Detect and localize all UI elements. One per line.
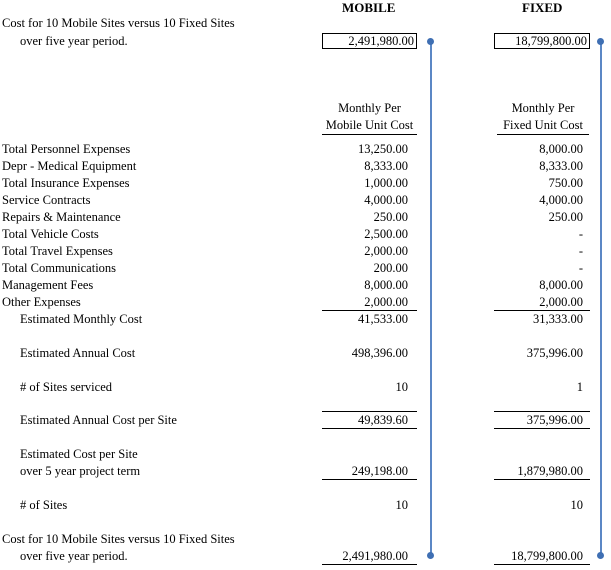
five-year-per-site-mobile: 249,198.00: [351, 464, 408, 478]
bottom-summary-label-line1: Cost for 10 Mobile Sites versus 10 Fixed Sites: [2, 532, 235, 546]
annual-cost-label: Estimated Annual Cost: [20, 346, 136, 360]
monthly-total-label: Estimated Monthly Cost: [20, 312, 143, 326]
expense-label: Repairs & Maintenance: [2, 210, 121, 224]
expense-fixed-value: -: [578, 261, 583, 275]
expense-mobile-value: 250.00: [373, 210, 408, 224]
expense-label: Other Expenses: [2, 295, 81, 309]
expense-label: Total Travel Expenses: [2, 244, 113, 258]
bottom-fixed-total: 18,799,800.00: [511, 549, 583, 563]
expense-fixed-value: 8,000.00: [539, 278, 583, 292]
annual-per-site-fixed-underline: [494, 428, 590, 429]
expense-fixed-value: -: [578, 227, 583, 241]
mobile-subheader-line2: Mobile Unit Cost: [325, 118, 414, 132]
annual-per-site-label: Estimated Annual Cost per Site: [20, 413, 177, 427]
fixed-subheader-underline: [497, 134, 589, 135]
mobile-sum-line: [322, 310, 417, 311]
expense-mobile-value: 1,000.00: [364, 176, 408, 190]
expense-label: Management Fees: [2, 278, 94, 292]
expense-mobile-value: 4,000.00: [364, 193, 408, 207]
expense-fixed-value: 2,000.00: [539, 295, 583, 309]
five-year-per-site-fixed: 1,879,980.00: [517, 464, 583, 478]
sites-serviced-label: # of Sites serviced: [20, 380, 112, 394]
expense-mobile-value: 8,000.00: [364, 278, 408, 292]
fixed-subheader-line2: Fixed Unit Cost: [503, 118, 583, 132]
expense-mobile-value: 2,000.00: [364, 295, 408, 309]
five-year-mobile-underline: [322, 479, 417, 480]
fixed-subheader-line1: Monthly Per: [511, 101, 575, 115]
mobile-column-header: MOBILE: [342, 0, 396, 15]
num-sites-fixed: 10: [570, 498, 583, 512]
mobile-connector-bottom-dot: [427, 552, 434, 559]
five-year-fixed-underline: [494, 479, 590, 480]
expense-label: Total Personnel Expenses: [2, 142, 131, 156]
expense-fixed-value: 750.00: [548, 176, 583, 190]
five-year-per-site-label-line1: Estimated Cost per Site: [20, 447, 138, 461]
mobile-connector-top-dot: [427, 38, 434, 45]
expense-fixed-value: 8,333.00: [539, 159, 583, 173]
expense-mobile-value: 2,000.00: [364, 244, 408, 258]
expense-fixed-value: -: [578, 244, 583, 258]
top-summary-label-line1: Cost for 10 Mobile Sites versus 10 Fixed Sites: [2, 16, 235, 30]
annual-per-site-mobile: 49,839.60: [358, 413, 408, 427]
fixed-column-header: FIXED: [522, 0, 563, 15]
annual-cost-mobile: 498,396.00: [351, 346, 408, 360]
expense-fixed-value: 8,000.00: [539, 142, 583, 156]
bottom-summary-label-line2: over five year period.: [20, 549, 128, 563]
annual-per-site-fixed-overline: [494, 411, 590, 412]
annual-cost-fixed: 375,996.00: [526, 346, 583, 360]
bottom-mobile-underline: [322, 564, 417, 565]
expense-mobile-value: 2,500.00: [364, 227, 408, 241]
mobile-subheader-underline: [322, 134, 417, 135]
expense-label: Total Vehicle Costs: [2, 227, 99, 241]
sites-serviced-fixed: 1: [576, 380, 583, 394]
fixed-sum-line: [494, 310, 590, 311]
top-fixed-total: 18,799,800.00: [515, 34, 587, 48]
five-year-per-site-label-line2: over 5 year project term: [20, 464, 141, 478]
annual-per-site-mobile-underline: [322, 428, 417, 429]
bottom-fixed-underline: [494, 564, 590, 565]
expense-fixed-value: 250.00: [548, 210, 583, 224]
expense-fixed-value: 4,000.00: [539, 193, 583, 207]
expense-mobile-value: 13,250.00: [358, 142, 408, 156]
expense-mobile-value: 200.00: [373, 261, 408, 275]
fixed-connector-line: [600, 42, 602, 554]
top-summary-label-line2: over five year period.: [20, 34, 128, 48]
annual-per-site-fixed: 375,996.00: [526, 413, 583, 427]
expense-mobile-value: 8,333.00: [364, 159, 408, 173]
mobile-connector-line: [430, 42, 432, 554]
num-sites-mobile: 10: [395, 498, 408, 512]
annual-per-site-mobile-overline: [322, 411, 417, 412]
expense-label: Service Contracts: [2, 193, 91, 207]
expense-label: Depr - Medical Equipment: [2, 159, 137, 173]
fixed-connector-top-dot: [597, 38, 604, 45]
bottom-mobile-total: 2,491,980.00: [342, 549, 408, 563]
fixed-connector-bottom-dot: [597, 552, 604, 559]
expense-label: Total Insurance Expenses: [2, 176, 130, 190]
monthly-total-mobile: 41,533.00: [358, 312, 408, 326]
top-mobile-total: 2,491,980.00: [348, 34, 414, 48]
sites-serviced-mobile: 10: [395, 380, 408, 394]
mobile-subheader-line1: Monthly Per: [338, 101, 401, 115]
monthly-total-fixed: 31,333.00: [533, 312, 583, 326]
num-sites-label: # of Sites: [20, 498, 68, 512]
expense-label: Total Communications: [2, 261, 117, 275]
